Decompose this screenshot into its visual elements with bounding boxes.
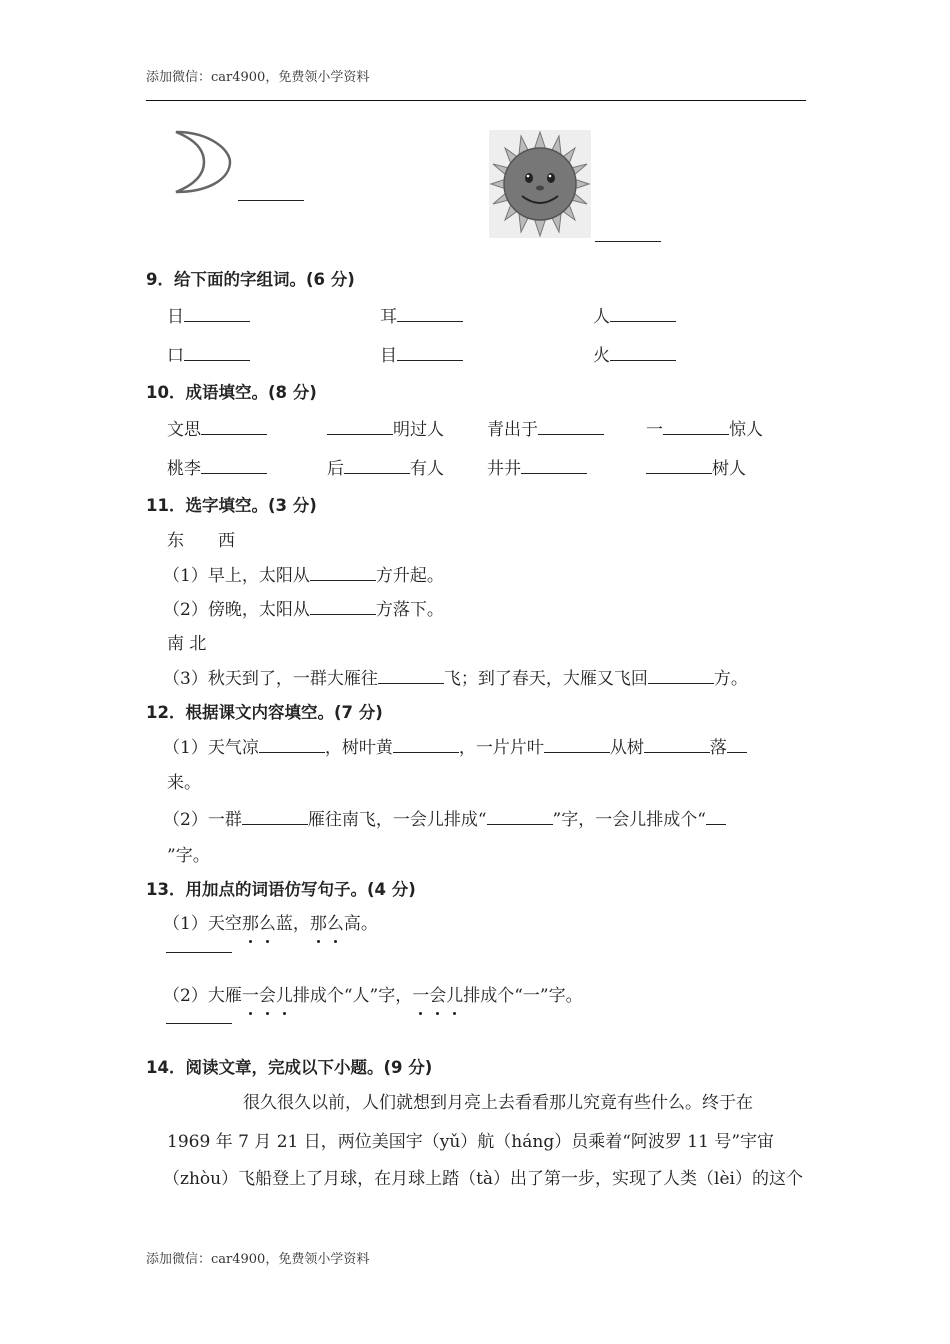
q12-blank[interactable] — [706, 810, 726, 825]
dotted-word — [242, 986, 293, 1006]
q10-blank[interactable] — [327, 420, 393, 435]
q12-blank[interactable] — [644, 738, 710, 753]
question-13-title: 13．用加点的词语仿写句子。(4 分) — [146, 880, 416, 899]
q9-blank[interactable] — [610, 307, 676, 322]
q10-blank[interactable] — [201, 459, 267, 474]
q12-blank[interactable] — [242, 810, 308, 825]
q11-blank[interactable] — [310, 566, 376, 581]
q14-passage-line: 很久很久以前，人们就想到月亮上去看看那儿究竟有些什么。终于在 — [243, 1093, 753, 1113]
emphasis-dot-char: 么 — [259, 909, 276, 934]
question-12-title: 12．根据课文内容填空。(7 分) — [146, 703, 383, 722]
emphasis-dot-char: 儿 — [446, 981, 463, 1006]
q12-line-1-end: 来。 — [167, 773, 201, 793]
question-10-title: 10．成语填空。(8 分) — [146, 383, 317, 402]
q10-idiom: 后 有人 — [327, 459, 444, 479]
emphasis-dot-char: 一 — [242, 981, 259, 1006]
q9-item: 耳 — [380, 302, 463, 327]
dotted-word — [242, 914, 276, 934]
q12-line-1: （1）天气凉 ，树叶黄 ，一片片叶 从树 落 — [163, 733, 747, 758]
q14-passage-line: （zhòu）飞船登上了月球，在月球上踏（tà）出了第一步，实现了人类（lèi）的这个 — [163, 1169, 803, 1189]
q11-blank[interactable] — [378, 669, 444, 684]
dotted-word — [412, 986, 463, 1006]
q13-example-2: （2）大雁一会儿排成个“人”字，一会儿排成个“一”字。 — [163, 981, 583, 1006]
question-11-title: 11．选字填空。(3 分) — [146, 496, 317, 515]
emphasis-dot-char: 么 — [327, 909, 344, 934]
emphasis-dot-char: 儿 — [276, 981, 293, 1006]
q12-blank[interactable] — [259, 738, 325, 753]
q10-blank[interactable] — [344, 459, 410, 474]
sun-answer-blank[interactable] — [595, 227, 661, 242]
q12-blank[interactable] — [393, 738, 459, 753]
q12-blank[interactable] — [544, 738, 610, 753]
q10-blank[interactable] — [521, 459, 587, 474]
q9-blank[interactable] — [184, 346, 250, 361]
emphasis-dot-char: 会 — [259, 981, 276, 1006]
q9-item: 口 — [167, 341, 250, 366]
q11-options-1: 东 西 — [167, 531, 235, 551]
q10-idiom: 一 惊人 — [646, 420, 763, 440]
moon-answer-blank[interactable] — [238, 186, 304, 201]
header-divider — [146, 100, 806, 101]
q10-blank[interactable] — [663, 420, 729, 435]
q11-sentence-2: （2）傍晚，太阳从 方落下。 — [163, 600, 444, 620]
q11-options-2: 南 北 — [167, 634, 207, 654]
q10-blank[interactable] — [201, 420, 267, 435]
q10-idiom: 井井 — [487, 454, 587, 479]
emphasis-dot-char: 那 — [242, 909, 259, 934]
emphasis-dot-char: 会 — [429, 981, 446, 1006]
q9-blank[interactable] — [184, 307, 250, 322]
q10-idiom: 桃李 — [167, 454, 267, 479]
emphasis-dot-char: 一 — [412, 981, 429, 1006]
header-text: 添加微信：car4900，免费领小学资料 — [146, 70, 370, 85]
q10-blank[interactable] — [646, 459, 712, 474]
q12-line-2-end: ”字。 — [167, 846, 210, 866]
q9-blank[interactable] — [610, 346, 676, 361]
q9-blank[interactable] — [397, 307, 463, 322]
question-9-title: 9．给下面的字组词。(6 分) — [146, 270, 355, 289]
q10-idiom: 文思 — [167, 415, 267, 440]
q13-example-1: （1）天空那么蓝，那么高。 — [163, 909, 378, 934]
q12-blank[interactable] — [487, 810, 553, 825]
q12-line-2: （2）一群 雁往南飞，一会儿排成“ ”字，一会儿排成个“ — [163, 805, 726, 830]
q9-item: 人 — [593, 302, 676, 327]
question-14-title: 14．阅读文章，完成以下小题。(9 分) — [146, 1058, 433, 1077]
q12-blank[interactable] — [727, 738, 747, 753]
q11-sentence-1: （1）早上，太阳从 方升起。 — [163, 566, 444, 586]
q9-item: 目 — [380, 341, 463, 366]
q14-passage-line: 1969 年 7 月 21 日，两位美国宇（yǔ）航（háng）员乘着“阿波罗 11 号”宇宙 — [167, 1132, 775, 1152]
dotted-word — [310, 914, 344, 934]
q9-item: 日 — [167, 302, 250, 327]
q9-item: 火 — [593, 341, 676, 366]
q10-idiom: 明过人 — [327, 415, 444, 440]
q10-blank[interactable] — [538, 420, 604, 435]
q10-idiom: 树人 — [646, 454, 746, 479]
q10-idiom: 青出于 — [487, 415, 604, 440]
moon-icon — [170, 128, 238, 196]
q9-blank[interactable] — [397, 346, 463, 361]
q11-blank[interactable] — [648, 669, 714, 684]
q11-sentence-3: （3）秋天到了，一群大雁往 飞；到了春天，大雁又飞回 方。 — [163, 669, 748, 689]
q11-blank[interactable] — [310, 600, 376, 615]
sun-icon — [489, 130, 591, 238]
q13-answer-line-1[interactable] — [166, 952, 232, 953]
emphasis-dot-char: 那 — [310, 909, 327, 934]
q13-answer-line-2[interactable] — [166, 1023, 232, 1024]
footer-text: 添加微信：car4900，免费领小学资料 — [146, 1252, 370, 1267]
